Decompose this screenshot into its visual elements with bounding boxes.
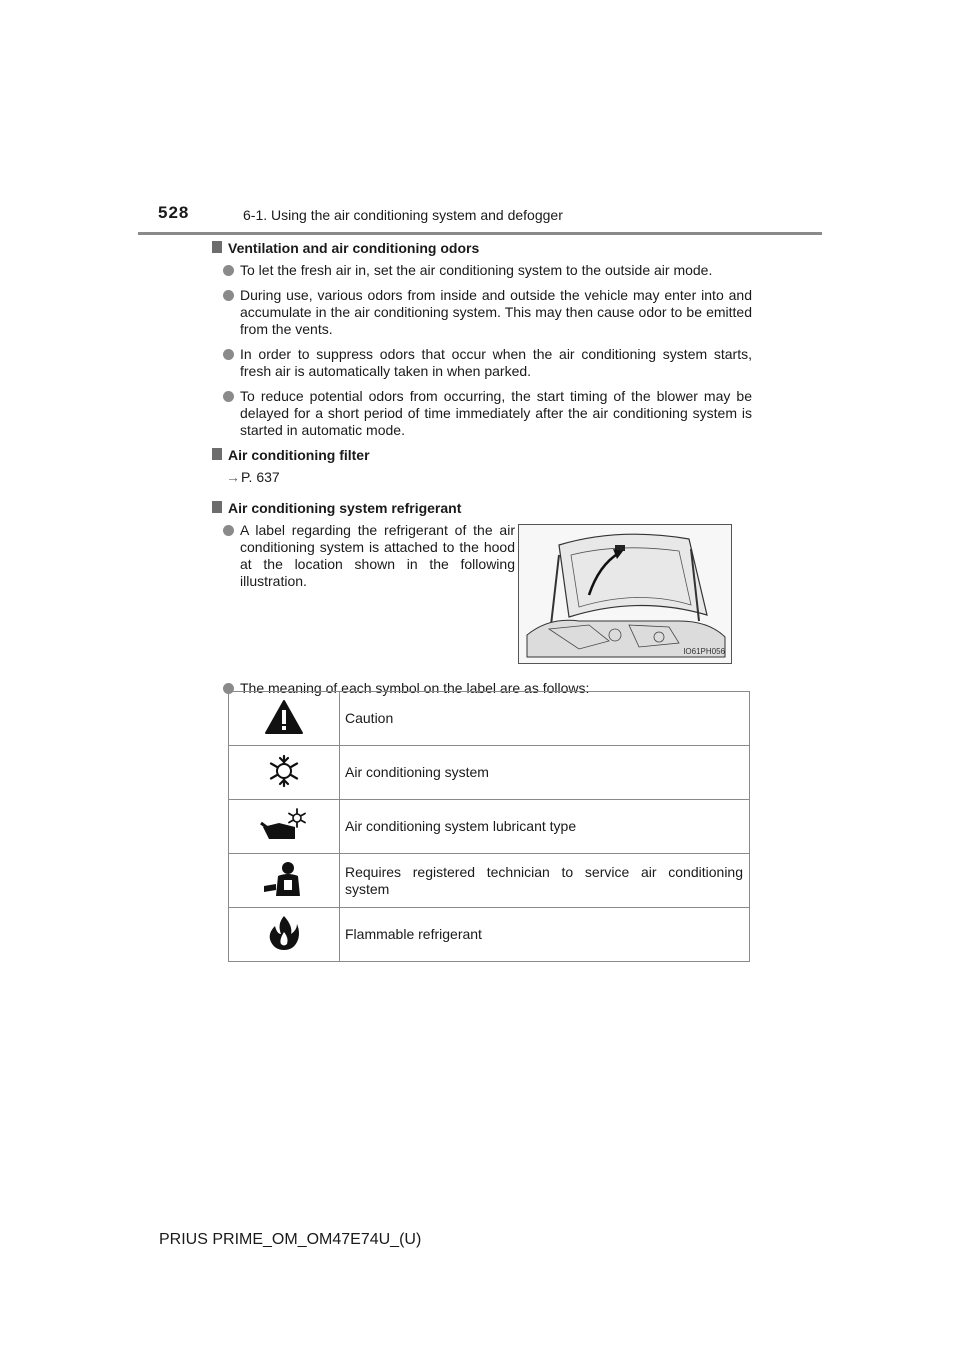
- label-location-block: [212, 522, 752, 664]
- technician-icon: [262, 860, 306, 898]
- table-row: [229, 908, 750, 962]
- filter-page-reference[interactable]: [212, 469, 752, 486]
- symbol-meaning: Caution: [340, 692, 750, 746]
- caution-triangle-icon: [264, 699, 304, 735]
- document-code: PRIUS PRIME_OM_OM47E74U_(U): [159, 1231, 422, 1248]
- bullet-odors-accumulate: [212, 287, 752, 338]
- bullet-label-location: [212, 522, 515, 590]
- heading-refrigerant-text: Air conditioning system refrigerant: [228, 500, 462, 516]
- square-bullet-icon: [212, 448, 222, 460]
- circle-bullet-icon: [223, 525, 234, 536]
- symbol-meaning: Flammable refrigerant: [340, 908, 750, 962]
- symbol-meaning: Air conditioning system lubricant type: [340, 800, 750, 854]
- table-row: [229, 854, 750, 908]
- table-row: [229, 692, 750, 746]
- table-row: [229, 800, 750, 854]
- circle-bullet-icon: [223, 265, 234, 276]
- heading-filter-text: Air conditioning filter: [228, 447, 370, 463]
- square-bullet-icon: [212, 241, 222, 253]
- arrow-right-icon: →: [226, 469, 240, 485]
- symbol-table: [228, 691, 750, 962]
- snowflake-icon: [266, 753, 302, 789]
- bullet-text: To reduce potential odors from occurring, the start timing of the blower may be delayed for a short period of time immediately after the air conditioning system is started in automatic mode.: [240, 388, 752, 438]
- section-title: 6-1. Using the air conditioning system and defogger: [243, 207, 563, 223]
- table-row: [229, 746, 750, 800]
- bullet-outside-air: [212, 262, 752, 279]
- symbol-cell: [229, 800, 340, 854]
- square-bullet-icon: [212, 501, 222, 513]
- symbol-cell: [229, 692, 340, 746]
- symbol-cell: [229, 854, 340, 908]
- bullet-text: A label regarding the refrigerant of the air conditioning system is attached to the hood at the location shown in the following illustration.: [240, 522, 515, 589]
- symbol-meaning: Requires registered technician to service air conditioning system: [340, 854, 750, 908]
- heading-filter: [212, 447, 752, 464]
- heading-refrigerant: [212, 500, 752, 517]
- bullet-text: To let the fresh air in, set the air conditioning system to the outside air mode.: [240, 262, 713, 278]
- circle-bullet-icon: [223, 290, 234, 301]
- bullet-text: The meaning of each symbol on the label are as follows:: [240, 680, 590, 696]
- oil-can-snowflake-icon: [259, 807, 309, 843]
- header-divider: [138, 232, 822, 235]
- flame-icon: [267, 914, 301, 952]
- circle-bullet-icon: [223, 349, 234, 360]
- bullet-text: In order to suppress odors that occur when the air conditioning system starts, fresh air is automatically taken in when parked.: [240, 346, 752, 379]
- bullet-text: During use, various odors from inside and outside the vehicle may enter into and accumulate in the air conditioning system. This may then cause odor to be emitted from the vents.: [240, 287, 752, 337]
- reference-text[interactable]: P. 637: [241, 469, 280, 485]
- heading-ventilation: [212, 240, 752, 257]
- page-content: [212, 240, 752, 705]
- hood-label-illustration: [518, 524, 732, 664]
- bullet-suppress-odors: [212, 346, 752, 380]
- illustration-code: IO61PH056: [683, 647, 725, 656]
- circle-bullet-icon: [223, 391, 234, 402]
- symbol-cell: [229, 908, 340, 962]
- symbol-meaning: Air conditioning system: [340, 746, 750, 800]
- heading-ventilation-text: Ventilation and air conditioning odors: [228, 240, 480, 256]
- symbol-cell: [229, 746, 340, 800]
- page-number: 528: [158, 203, 190, 222]
- bullet-blower-delay: [212, 388, 752, 439]
